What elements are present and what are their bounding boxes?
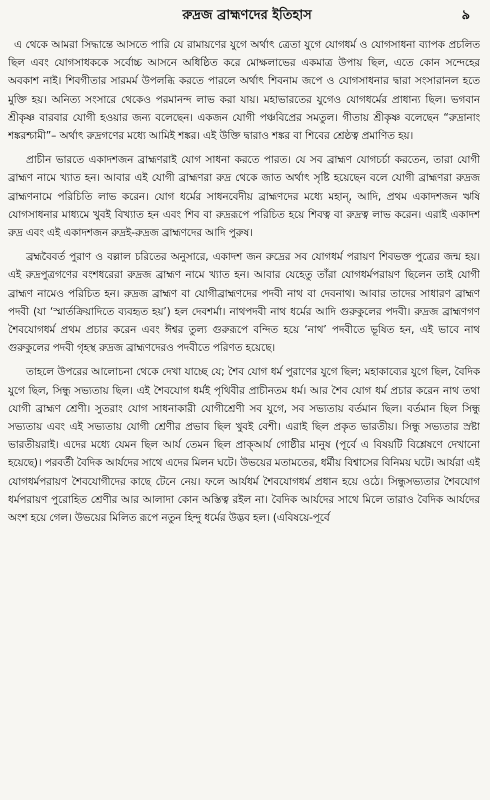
- paragraph-2: প্রাচীন ভারতে একাদশজন ব্রাহ্মণরাই যোগ সাধনা করতে পারত। যে সব ব্রাহ্মণ যোগচর্চা করতেন, তারা যোগী ব্রাহ্মণ নামে খ্যাত হন। আবার এই যোগী ব্রাহ্মণরা রুদ্র থেকে জাত অর্থাৎ সৃষ্টি হয়েছেন বলে যোগী ব্রাহ্মণরা রুদ্রজ ব্রাহ্মণনামে পরিচিতি লাভ করেন। যোগ ধর্মের সাধনবেদীয় ব্রাহ্মণদের মধ্যে মহান্‌, আদি, প্রথম একাদশজন ঋষি যোগসাধনার মাধ্যমে খুবই বিখ্যাত হন এবং শিব বা রুদ্ররূপে পরিচিত হয়ে শিবত্ব বা রুদ্রত্ব লাভ করেন। এরাই একাদশ রুদ্র এবং এই একাদশজন রুদ্রই-রুদ্রজ ব্রাহ্মণদের আদি পুরুষ।: [8, 154, 480, 240]
- running-title: রুদ্রজ ব্রাহ্মণদের ইতিহাস: [182, 8, 312, 23]
- paragraph-3: ব্রহ্মবৈবর্ত পুরাণ ও বল্লাল চরিতের অনুসারে, একাদশ জন রুদ্রের সব যোগধর্ম পরায়ণ শিবভক্ত পুত্রের জন্ম হয়। এই রুদ্রপুত্রগণের বংশধরেরা রুদ্রজ ব্রাহ্মণ নামে খ্যাত হন। আবার যেহেতু তাঁরা যোগধর্মপরায়ণ ছিলেন তাই যোগী ব্রাহ্মণ নামেও পরিচিত হন। রুদ্রজ ব্রাহ্মণ বা যোগীব্রাহ্মণদের পদবী নাথ বা দেবনাথ। আবার তাদের সাধারণ ব্রাহ্মণ পদবী (যা ‘স্মার্তক্রিয়াদিতে ব্যবহৃত হয়’) হল দেবশর্মা। নাথপদবী নাথ ধর্মের আদি গুরুকুলের পদবী। রুদ্রজ ব্রাহ্মণগণ শৈবযোগধর্ম প্রথম প্রচার করেন এবং ঈশ্বর তুল্য গুরুরূপে বন্দিত হয়ে ‘নাথ’ পদবীতে ভূষিত হন, এই ভাবে নাথ গুরুকুলের পদবী গৃহস্থ রুদ্রজ ব্রাহ্মণদেরও পদবীতে পরিণত হয়েছে।: [8, 251, 480, 355]
- body-text: [8, 36, 480, 792]
- page-number: ৯: [461, 8, 470, 23]
- paragraph-1: এ থেকে আমরা সিদ্ধান্তে আসতে পারি যে রামায়ণের যুগে অর্থাৎ ত্রেতা যুগে যোগধর্ম ও যোগসাধনা ব্যাপক প্রচলিত ছিল এবং যোগসাধককে সর্বোচ্চ আসনে অধিষ্ঠিত করে মোক্ষলাভের একমাত্র উপায় ছিল, এতে কোন সন্দেহের অবকাশ নাই। শিবগীতার সারমর্ম উপলব্ধি করতে পারলে অর্থাৎ শিবনাম জপে ও যোগসাধনার দ্বারা সংসারানল হতে মুক্তি হয়। অনিত্য সংসারে থেকেও পরমানন্দ লাভ করা যায়। মহাভারতের যুগেও যোগধর্মের প্রাধান্য ছিল। ভগবান শ্রীকৃষ্ণ বারবার যোগী হওয়ার জন্য বলেছেন। একজন যোগী পঞ্চবিপ্রের সমতুল। গীতায় শ্রীকৃষ্ণ বলেছেন “রুদ্রানাং শঙ্করশ্চামী”– অর্থাৎ রুদ্রগণের মধ্যে আমিই শঙ্কর। এই উক্তি দ্বারাও শঙ্কর বা শিবের শ্রেষ্ঠত্ব প্রমাণিত হয়।: [8, 39, 480, 143]
- running-header: [18, 6, 476, 26]
- paragraph-4: তাহলে উপরের আলোচনা থেকে দেখা যাচ্ছে যে; শৈব যোগ ধর্ম পুরাণের যুগে ছিল; মহাকাব্যের যুগে ছিল, বৈদিক যুগে ছিল, সিন্ধু সভ্যতায় ছিল। এই শৈবযোগ ধর্মই পৃথিবীর প্রাচীনতম ধর্ম। আর শৈব যোগ ধর্ম প্রচার করেন নাথ তথা যোগী ব্রাহ্মণ শ্রেণী। সুতরাং যোগ সাধনাকারী যোগীশ্রেণী সব যুগে, সব সভ্যতায় বর্তমান ছিল। বর্তমান ছিল সিন্ধু সভ্যতায় এবং এই সভ্যতায় যোগী শ্রেণীর প্রভাব ছিল খুবই বেশী। এরাই ছিল প্রকৃত ভারতীয়। সিন্ধু সভ্যতার স্রষ্টা ভারতীয়রাই। এদের মধ্যে যেমন ছিল আর্য তেমন ছিল প্রাক্‌আর্য গোষ্ঠীর মানুষ (পূর্বে এ বিষয়টি বিশ্লেষণে দেখানো হয়েছে)। পরবর্তী বৈদিক আর্যদের সাথে এদের মিলন ঘটে। উভয়ের মতামতের, ধর্মীয় বিশ্বাসের বিনিময় ঘটে। আর্যরা এই যোগধর্মপরায়ণ শৈবযোগীদের কাছে টেনে নেয়। ফলে আর্যধর্ম শৈবযোগধর্ম প্রধান হয়ে ওঠে। সিন্ধুসভ্যতার শৈবযোগ ধর্মপরায়ণ পুরোহিত শ্রেণীর আর আলাদা কোন অস্তিত্ব রইল না। বৈদিক আর্যদের সাথে মিলে তারাও বৈদিক আর্যদের অংশ হয়ে গেল। উভয়ের মিলিত রূপে নতুন হিন্দু ধর্মের উদ্ভব হল। (এবিষয়ে-পূর্বে: [8, 366, 480, 525]
